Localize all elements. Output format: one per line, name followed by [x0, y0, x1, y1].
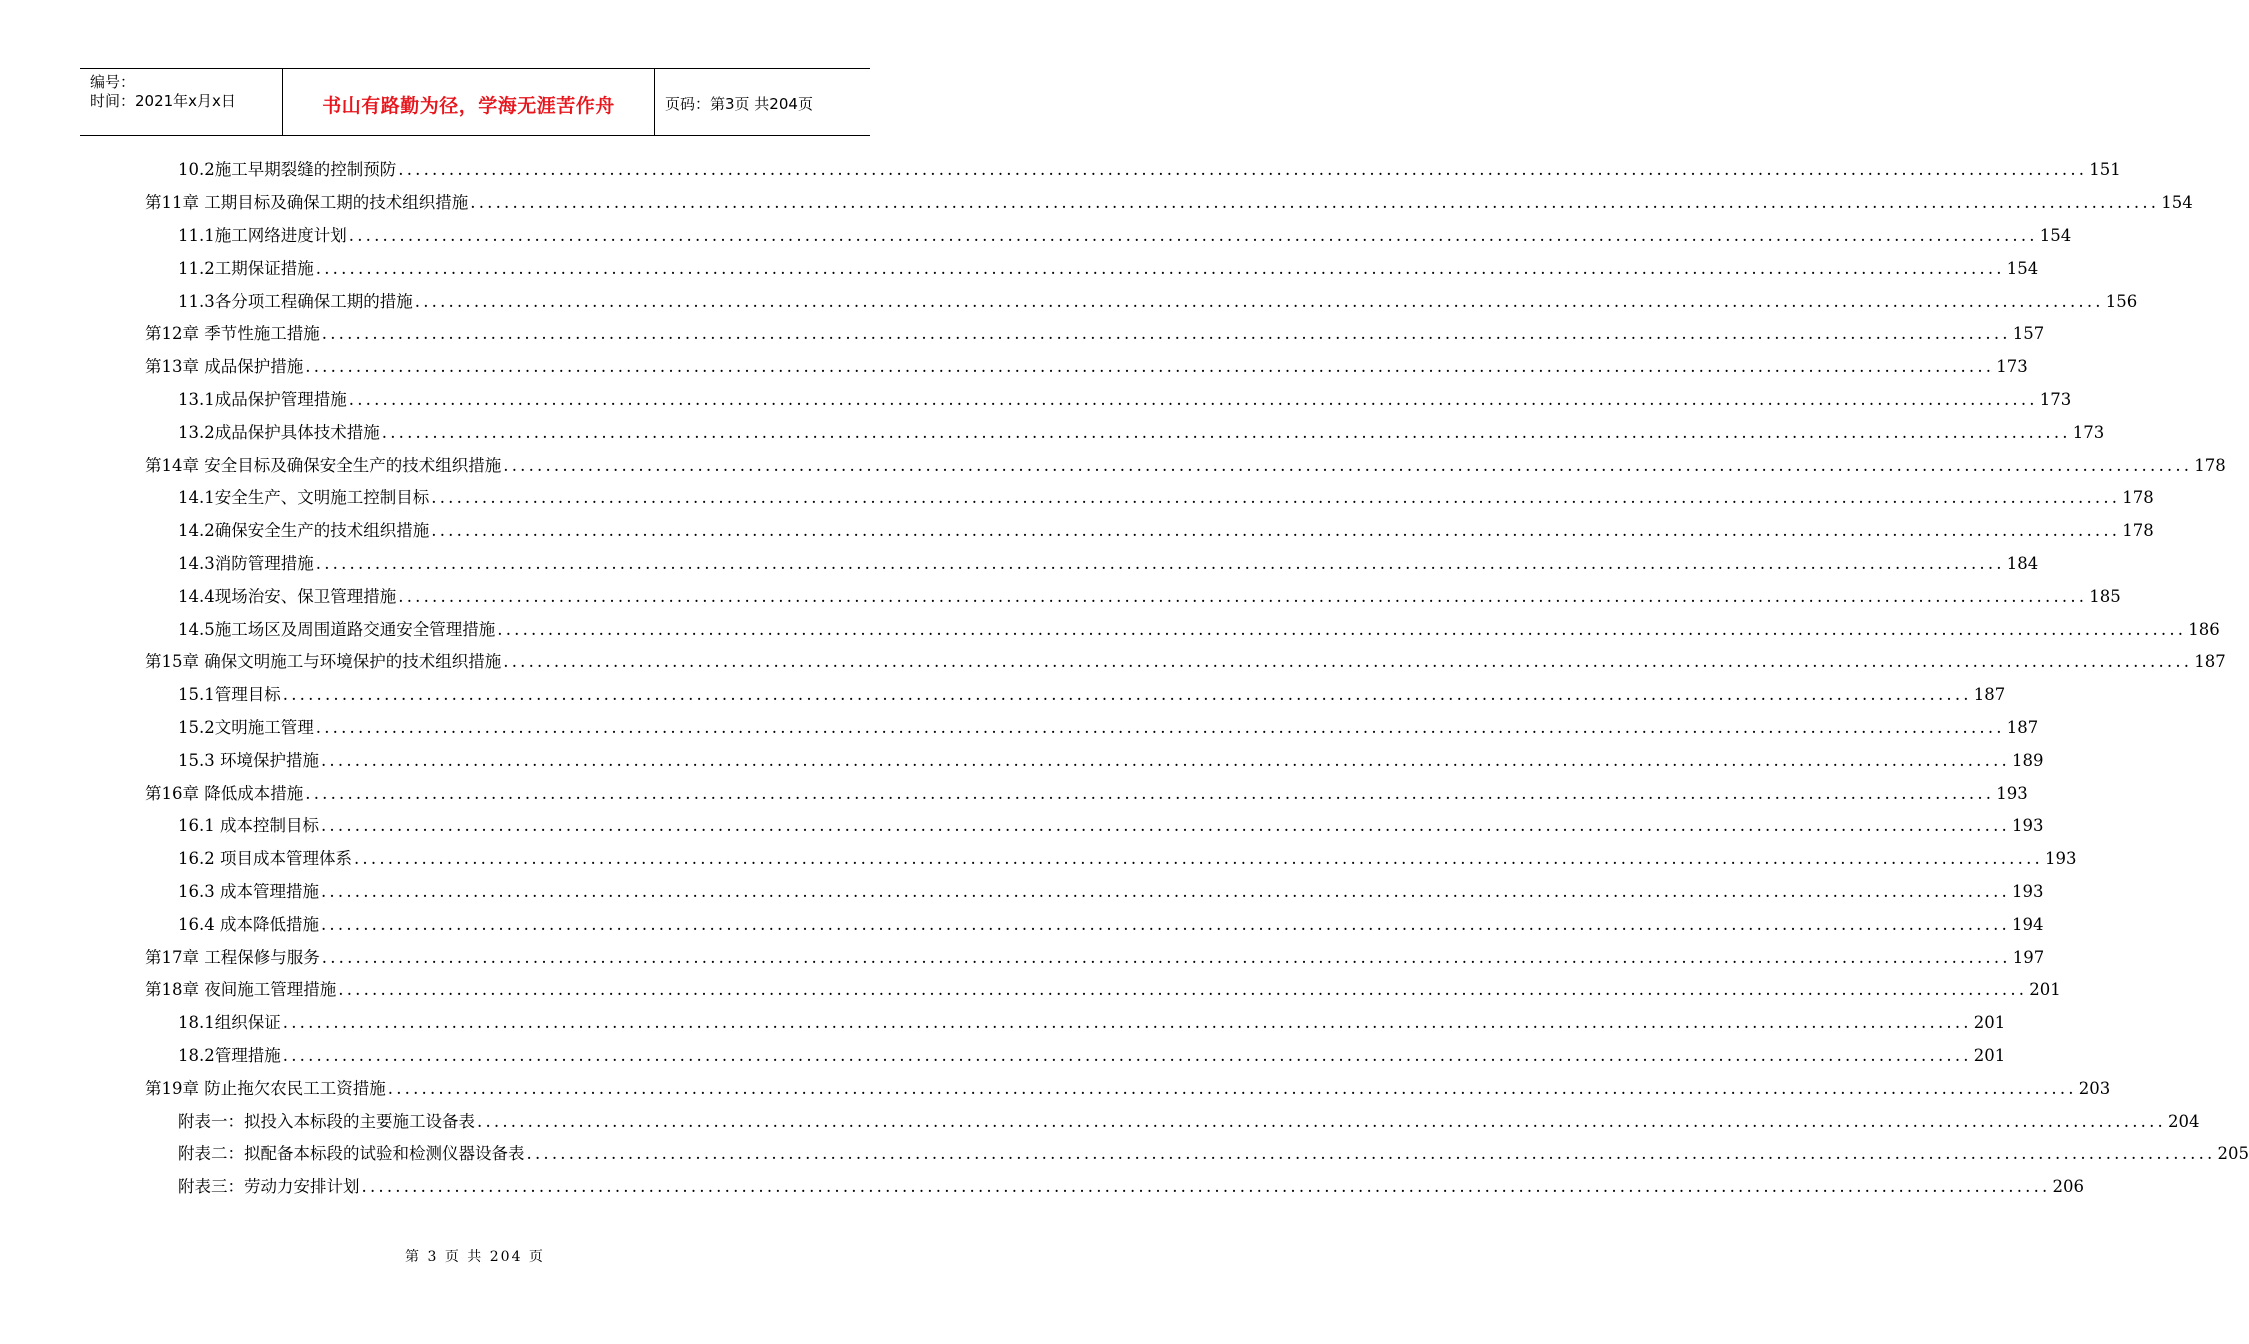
toc-entry-page-number: 154 — [2006, 258, 2039, 278]
toc-section-entry[interactable] — [178, 908, 2044, 941]
toc-entry-title: 16.3 成本管理措施 — [178, 881, 319, 901]
toc-entry-title: 第12章 季节性施工措施 — [145, 324, 320, 344]
toc-entry-title: 第17章 工程保修与服务 — [145, 947, 320, 967]
toc-entry-title: 第18章 夜间施工管理措施 — [145, 980, 337, 1000]
toc-entry-page-number: 203 — [2078, 1078, 2111, 1098]
toc-entry-page-number: 193 — [2044, 849, 2077, 869]
toc-entry-page-number: 157 — [2012, 324, 2045, 344]
toc-chapter-entry[interactable] — [145, 941, 2045, 974]
toc-entry-page-number: 197 — [2012, 947, 2045, 967]
toc-dot-leader: ........................................................................................................................................................................................................ — [315, 258, 2005, 278]
toc-dot-leader: ........................................................................................................................................................................................................ — [526, 1144, 2216, 1164]
toc-section-entry[interactable] — [178, 1105, 2200, 1138]
toc-dot-leader: ........................................................................................................................................................................................................ — [305, 357, 1995, 377]
toc-entry-title: 18.1组织保证 — [178, 1013, 281, 1033]
toc-entry-page-number: 193 — [1996, 783, 2028, 803]
toc-dot-leader: ........................................................................................................................................................................................................ — [470, 193, 2160, 213]
page-header — [80, 68, 870, 136]
toc-entry-page-number: 173 — [2072, 422, 2105, 442]
toc-entry-page-number: 187 — [1973, 685, 2006, 705]
toc-entry-page-number: 201 — [1973, 1013, 2006, 1033]
toc-dot-leader: ........................................................................................................................................................................................................ — [431, 521, 2121, 541]
toc-dot-leader: ........................................................................................................................................................................................................ — [338, 980, 2028, 1000]
toc-dot-leader: ........................................................................................................................................................................................................ — [503, 455, 2193, 475]
toc-chapter-entry[interactable] — [145, 449, 2226, 482]
header-info-cell — [80, 69, 283, 135]
toc-dot-leader: ........................................................................................................................................................................................................ — [414, 291, 2104, 311]
toc-section-entry[interactable] — [178, 482, 2154, 515]
toc-entry-page-number: 178 — [2122, 488, 2154, 508]
header-motto-cell — [283, 69, 655, 135]
toc-entry-title: 14.2确保安全生产的技术组织措施 — [178, 521, 430, 541]
toc-entry-title: 14.1安全生产、文明施工控制目标 — [178, 488, 430, 508]
toc-section-entry[interactable] — [178, 154, 2121, 187]
toc-section-entry[interactable] — [178, 252, 2039, 285]
toc-entry-title: 第13章 成品保护措施 — [145, 357, 304, 377]
toc-entry-page-number: 154 — [2161, 193, 2193, 213]
toc-entry-page-number: 204 — [2167, 1111, 2200, 1131]
page-footer: 第 3 页 共 204 页 — [405, 1249, 545, 1265]
toc-dot-leader: ........................................................................................................................................................................................................ — [398, 160, 2088, 180]
toc-entry-title: 15.1管理目标 — [178, 685, 281, 705]
toc-entry-title: 16.4 成本降低措施 — [178, 914, 319, 934]
toc-section-entry[interactable] — [178, 712, 2039, 745]
toc-section-entry[interactable] — [178, 843, 2077, 876]
toc-section-entry[interactable] — [178, 810, 2044, 843]
toc-entry-page-number: 194 — [2011, 914, 2044, 934]
header-page-cell — [655, 69, 870, 135]
toc-section-entry[interactable] — [178, 548, 2039, 581]
toc-entry-title: 附表一：拟投入本标段的主要施工设备表 — [178, 1111, 475, 1131]
toc-entry-page-number: 178 — [2122, 521, 2154, 541]
toc-dot-leader: ........................................................................................................................................................................................................ — [282, 1045, 1972, 1065]
toc-chapter-entry[interactable] — [145, 777, 2028, 810]
toc-dot-leader: ........................................................................................................................................................................................................ — [320, 750, 2010, 770]
toc-entry-title: 10.2施工早期裂缝的控制预防 — [178, 160, 397, 180]
toc-entry-page-number: 173 — [2039, 389, 2072, 409]
toc-entry-page-number: 156 — [2105, 291, 2138, 311]
toc-entry-title: 第14章 安全目标及确保安全生产的技术组织措施 — [145, 455, 502, 475]
toc-entry-title: 附表二：拟配备本标段的试验和检测仪器设备表 — [178, 1144, 525, 1164]
toc-section-entry[interactable] — [178, 285, 2138, 318]
toc-entry-title: 第11章 工期目标及确保工期的技术组织措施 — [145, 193, 469, 213]
toc-entry-title: 第19章 防止拖欠农民工工资措施 — [145, 1078, 386, 1098]
toc-section-entry[interactable] — [178, 580, 2121, 613]
toc-chapter-entry[interactable] — [145, 351, 2028, 384]
toc-entry-page-number: 173 — [1996, 357, 2028, 377]
toc-entry-page-number: 185 — [2089, 586, 2121, 606]
toc-entry-page-number: 154 — [2039, 225, 2072, 245]
toc-entry-page-number: 205 — [2217, 1144, 2249, 1164]
toc-entry-title: 15.3 环境保护措施 — [178, 750, 319, 770]
toc-dot-leader: ........................................................................................................................................................................................................ — [348, 225, 2038, 245]
toc-entry-title: 16.2 项目成本管理体系 — [178, 849, 352, 869]
toc-dot-leader: ........................................................................................................................................................................................................ — [320, 816, 2010, 836]
toc-entry-title: 14.4现场治安、保卫管理措施 — [178, 586, 397, 606]
toc-chapter-entry[interactable] — [145, 1072, 2111, 1105]
toc-dot-leader: ........................................................................................................................................................................................................ — [387, 1078, 2077, 1098]
toc-entry-page-number: 187 — [2006, 717, 2039, 737]
toc-section-entry[interactable] — [178, 1040, 2006, 1073]
toc-section-entry[interactable] — [178, 220, 2072, 253]
header-motto: 书山有路勤为径，学海无涯苦作舟 — [322, 95, 615, 117]
toc-entry-title: 16.1 成本控制目标 — [178, 816, 319, 836]
toc-section-entry[interactable] — [178, 416, 2105, 449]
toc-chapter-entry[interactable] — [145, 974, 2061, 1007]
toc-section-entry[interactable] — [178, 744, 2044, 777]
toc-entry-page-number: 186 — [2188, 619, 2220, 639]
toc-entry-title: 14.3消防管理措施 — [178, 553, 314, 573]
toc-section-entry[interactable] — [178, 1007, 2006, 1040]
toc-entry-title: 18.2管理措施 — [178, 1045, 281, 1065]
toc-entry-title: 15.2文明施工管理 — [178, 717, 314, 737]
toc-dot-leader: ........................................................................................................................................................................................................ — [503, 652, 2193, 672]
toc-entry-page-number: 184 — [2006, 553, 2039, 573]
toc-entry-title: 13.1成品保护管理措施 — [178, 389, 347, 409]
toc-chapter-entry[interactable] — [145, 187, 2193, 220]
document-number-label: 编号： — [90, 73, 136, 91]
toc-entry-page-number: 193 — [2011, 881, 2044, 901]
toc-section-entry[interactable] — [178, 1138, 2249, 1171]
toc-dot-leader: ........................................................................................................................................................................................................ — [315, 553, 2005, 573]
toc-dot-leader: ........................................................................................................................................................................................................ — [320, 914, 2010, 934]
toc-entry-title: 11.1施工网络进度计划 — [178, 225, 347, 245]
toc-dot-leader: ........................................................................................................................................................................................................ — [315, 717, 2005, 737]
toc-entry-title: 11.2工期保证措施 — [178, 258, 314, 278]
toc-entry-page-number: 201 — [2029, 980, 2061, 1000]
toc-chapter-entry[interactable] — [145, 646, 2226, 679]
toc-dot-leader: ........................................................................................................................................................................................................ — [321, 947, 2011, 967]
toc-entry-title: 13.2成品保护具体技术措施 — [178, 422, 380, 442]
toc-entry-page-number: 189 — [2011, 750, 2044, 770]
toc-entry-page-number: 193 — [2011, 816, 2044, 836]
toc-entry-page-number: 151 — [2089, 160, 2121, 180]
toc-entry-page-number: 187 — [2194, 652, 2226, 672]
document-date-label: 时间：2021年x月x日 — [90, 92, 236, 110]
toc-dot-leader: ........................................................................................................................................................................................................ — [348, 389, 2038, 409]
toc-dot-leader: ........................................................................................................................................................................................................ — [381, 422, 2071, 442]
toc-dot-leader: ........................................................................................................................................................................................................ — [398, 586, 2088, 606]
toc-section-entry[interactable] — [178, 1171, 2084, 1204]
toc-entry-title: 14.5施工场区及周围道路交通安全管理措施 — [178, 619, 496, 639]
toc-dot-leader: ........................................................................................................................................................................................................ — [497, 619, 2187, 639]
toc-entry-title: 附表三：劳动力安排计划 — [178, 1177, 360, 1197]
toc-dot-leader: ........................................................................................................................................................................................................ — [321, 324, 2011, 344]
toc-dot-leader: ........................................................................................................................................................................................................ — [305, 783, 1995, 803]
toc-section-entry[interactable] — [178, 384, 2072, 417]
toc-entry-page-number: 178 — [2194, 455, 2226, 475]
toc-dot-leader: ........................................................................................................................................................................................................ — [282, 1013, 1972, 1033]
header-page-code: 页码：第3页 共204页 — [665, 95, 813, 113]
toc-entry-title: 11.3各分项工程确保工期的措施 — [178, 291, 413, 311]
toc-dot-leader: ........................................................................................................................................................................................................ — [320, 881, 2010, 901]
toc-dot-leader: ........................................................................................................................................................................................................ — [361, 1177, 2051, 1197]
toc-section-entry[interactable] — [178, 679, 2006, 712]
toc-dot-leader: ........................................................................................................................................................................................................ — [477, 1111, 2166, 1131]
toc-dot-leader: ........................................................................................................................................................................................................ — [282, 685, 1972, 705]
toc-section-entry[interactable] — [178, 876, 2044, 909]
toc-entry-title: 第16章 降低成本措施 — [145, 783, 304, 803]
toc-entry-title: 第15章 确保文明施工与环境保护的技术组织措施 — [145, 652, 502, 672]
toc-entry-page-number: 206 — [2052, 1177, 2084, 1197]
toc-section-entry[interactable] — [178, 515, 2154, 548]
toc-section-entry[interactable] — [178, 613, 2220, 646]
toc-entry-page-number: 201 — [1973, 1045, 2006, 1065]
toc-dot-leader: ........................................................................................................................................................................................................ — [353, 849, 2043, 869]
toc-dot-leader: ........................................................................................................................................................................................................ — [431, 488, 2121, 508]
toc-chapter-entry[interactable] — [145, 318, 2045, 351]
